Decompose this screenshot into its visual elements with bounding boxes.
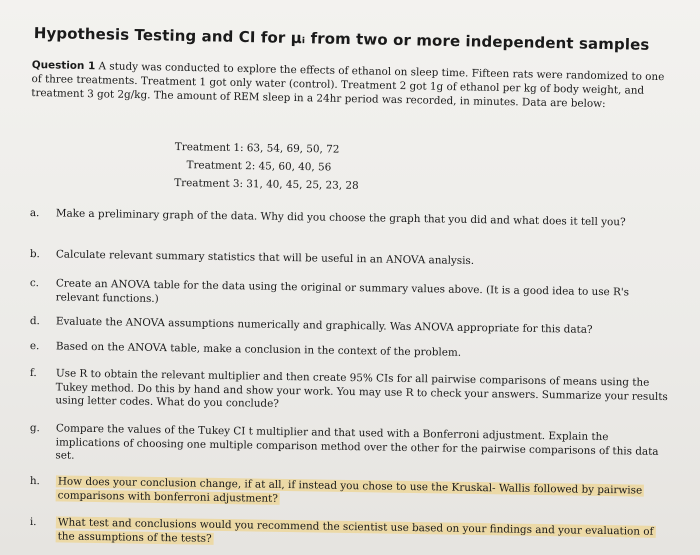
question-text: A study was conducted to explore the effects of ethanol on sleep time. Fifteen rats were randomized to one of three treatments. Treatment 1 got only water (control). Treatment 2 got 1g of ethanol per kg of body weight, and treatment 3 got 2g/kg. The amount of REM sleep in a 24hr period was recorded, in minutes. Data are below: bbox=[31, 60, 665, 111]
part-f bbox=[29, 367, 670, 418]
treatment-data-block bbox=[174, 138, 475, 197]
treatment-2-line: Treatment 2: 45, 60, 40, 56 bbox=[186, 159, 332, 174]
highlighted-part-text: What test and conclusions would you recommend the scientist use based on your findings and your evaluation of the assumptions of the tests? bbox=[57, 516, 654, 545]
part-label: c. bbox=[29, 277, 40, 290]
question-paragraph bbox=[31, 58, 677, 112]
treatment-1-line: Treatment 1: 63, 54, 69, 50, 72 bbox=[174, 140, 340, 156]
part-label: e. bbox=[29, 340, 40, 353]
treatment-3-line: Treatment 3: 31, 40, 45, 25, 23, 28 bbox=[174, 176, 359, 192]
part-h bbox=[30, 475, 670, 512]
part-label: d. bbox=[29, 315, 40, 328]
part-d bbox=[30, 315, 670, 339]
part-label: b. bbox=[29, 248, 40, 261]
part-label: h. bbox=[29, 475, 40, 488]
part-c bbox=[30, 277, 670, 314]
part-text: Compare the values of the Tukey CI t multiplier and that used with a Bonferroni adjustment. Explain the implications of choosing one multiple comparison method over the other for the pairwise comparisons of this data set. bbox=[55, 422, 659, 462]
part-e bbox=[30, 340, 670, 364]
question-label: Question 1 bbox=[31, 58, 96, 73]
part-text: Create an ANOVA table for the data using the original or summary values above. (It is a good idea to use R's relevant functions.) bbox=[55, 277, 630, 305]
part-label: g. bbox=[29, 422, 40, 435]
part-b bbox=[30, 248, 670, 272]
part-text: Use R to obtain the relevant multiplier and then create 95% CIs for all pairwise comparisons of means using the Tukey method. Do this by hand and show your work. You may use R to check your answers. Summarize your results using letter codes. What do you conclude? bbox=[55, 367, 668, 411]
part-label: a. bbox=[29, 207, 40, 220]
page-title: Hypothesis Testing and CI for μᵢ from two or more independent samples bbox=[33, 24, 650, 54]
part-g bbox=[29, 422, 670, 473]
part-a bbox=[30, 207, 670, 231]
part-label: i. bbox=[29, 516, 37, 529]
part-text: Calculate relevant summary statistics that will be useful in an ANOVA analysis. bbox=[55, 248, 475, 267]
highlighted-part-text: How does your conclusion change, if at all, if instead you chose to use the Kruskal- Wallis followed by pairwise comparisons with bonferroni adjustment? bbox=[57, 475, 643, 505]
part-text: Make a preliminary graph of the data. Why did you choose the graph that you did and what does it tell you? bbox=[55, 207, 626, 229]
part-label: f. bbox=[29, 367, 37, 380]
part-text: Based on the ANOVA table, make a conclusion in the context of the problem. bbox=[55, 340, 462, 359]
part-i bbox=[30, 516, 670, 553]
part-text: Evaluate the ANOVA assumptions numerically and graphically. Was ANOVA appropriate for this data? bbox=[55, 315, 593, 336]
